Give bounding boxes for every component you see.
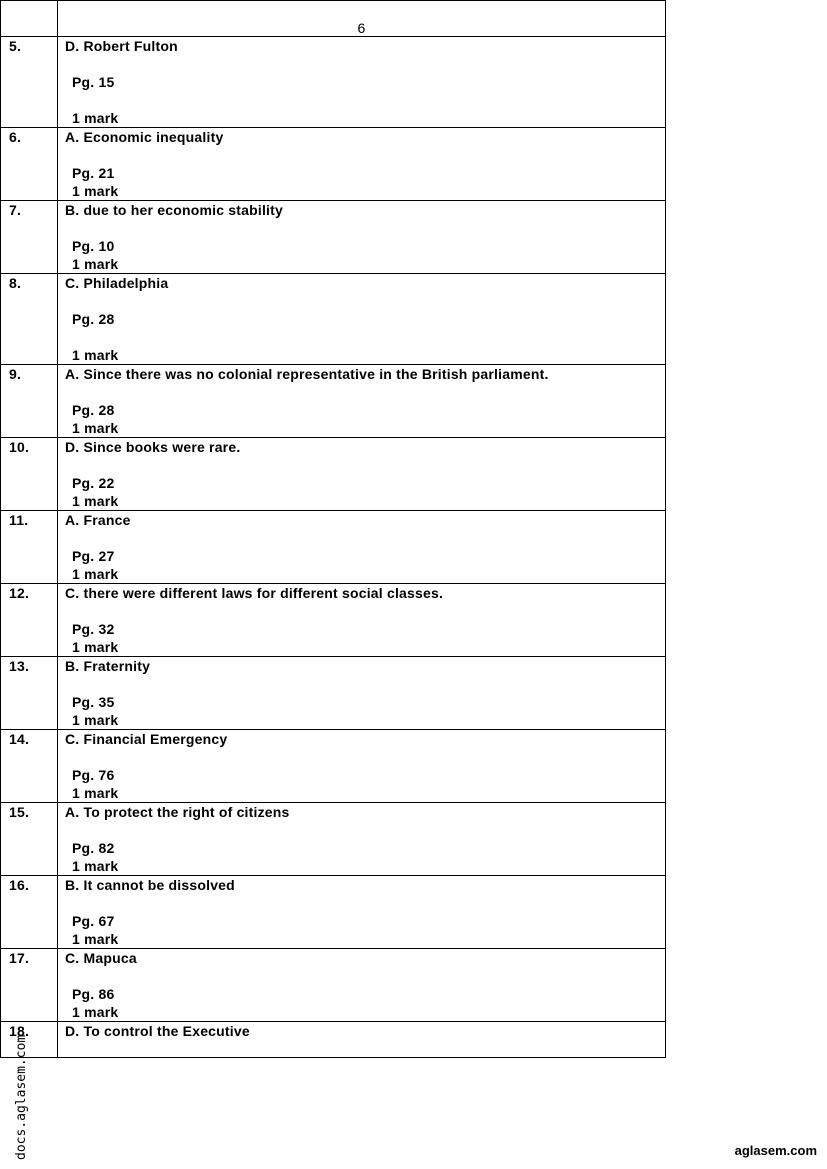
answer-cell [58, 128, 666, 201]
question-number-cell [1, 201, 58, 274]
marks-text: 1 mark [72, 110, 119, 126]
spacer [65, 529, 665, 547]
spacer [65, 602, 665, 620]
marks-text: 1 mark [72, 347, 119, 363]
question-number: 6. [9, 129, 22, 145]
question-number: 13. [9, 658, 30, 674]
marks-text: 1 mark [72, 493, 119, 509]
marks-text: 1 mark [72, 1004, 119, 1020]
marks-text: 1 mark [72, 785, 119, 801]
question-number: 18. [9, 1023, 30, 1039]
marks-text: 1 mark [72, 931, 119, 947]
table-row [1, 438, 666, 511]
question-number-cell [1, 730, 58, 803]
answer-cell [58, 438, 666, 511]
page-reference: Pg. 28 [72, 311, 115, 327]
corner-watermark: aglasem.com [734, 1143, 817, 1158]
table-row [1, 730, 666, 803]
marks-text: 1 mark [72, 420, 119, 436]
table-row [1, 584, 666, 657]
question-number-cell [1, 949, 58, 1022]
answer-text: A. Economic inequality [65, 129, 224, 145]
answer-cell [58, 730, 666, 803]
table-row [1, 511, 666, 584]
spacer [65, 894, 665, 912]
question-number-cell [1, 274, 58, 365]
side-watermark: docs.aglasem.com [14, 1034, 29, 1160]
question-number-cell [1, 803, 58, 876]
answer-cell [58, 584, 666, 657]
question-number: 5. [9, 38, 22, 54]
question-number-cell [1, 365, 58, 438]
marks-text: 1 mark [72, 183, 119, 199]
question-number: 9. [9, 366, 22, 382]
page-reference: Pg. 32 [72, 621, 115, 637]
page-reference: Pg. 27 [72, 548, 115, 564]
marks-text: 1 mark [72, 256, 119, 272]
answer-text: D. To control the Executive [65, 1023, 250, 1039]
page-reference: Pg. 15 [72, 74, 115, 90]
question-number: 7. [9, 202, 22, 218]
table-row [1, 803, 666, 876]
table-row [1, 201, 666, 274]
answer-cell [58, 657, 666, 730]
page-reference: Pg. 10 [72, 238, 115, 254]
answer-text: B. due to her economic stability [65, 202, 283, 218]
spacer [65, 292, 665, 310]
question-number: 8. [9, 275, 22, 291]
page-reference: Pg. 28 [72, 402, 115, 418]
question-number-cell [1, 128, 58, 201]
table-row [1, 37, 666, 128]
answer-text: D. Since books were rare. [65, 439, 241, 455]
page-reference: Pg. 22 [72, 475, 115, 491]
page-reference: Pg. 86 [72, 986, 115, 1002]
spacer [65, 821, 665, 839]
spacer [65, 91, 665, 109]
answer-text: A. Since there was no colonial representative in the British parliament. [65, 366, 549, 382]
question-number-cell [1, 37, 58, 128]
spacer [65, 748, 665, 766]
page-reference: Pg. 35 [72, 694, 115, 710]
answer-text: A. To protect the right of citizens [65, 804, 290, 820]
question-number-cell [1, 1022, 58, 1058]
question-number: 10. [9, 439, 30, 455]
spacer [65, 219, 665, 237]
page-reference: Pg. 82 [72, 840, 115, 856]
answer-text: C. Mapuca [65, 950, 137, 966]
header-empty-cell [1, 1, 58, 37]
marks-text: 1 mark [72, 858, 119, 874]
spacer [65, 146, 665, 164]
table-row [1, 274, 666, 365]
answer-cell [58, 876, 666, 949]
answer-cell [58, 274, 666, 365]
spacer [65, 456, 665, 474]
question-number-cell [1, 438, 58, 511]
answer-cell [58, 1022, 666, 1058]
header-row [1, 1, 666, 37]
question-number-cell [1, 876, 58, 949]
answer-text: B. Fraternity [65, 658, 151, 674]
table-row [1, 128, 666, 201]
answer-text: D. Robert Fulton [65, 38, 178, 54]
table-row [1, 1022, 666, 1058]
spacer [65, 675, 665, 693]
answer-cell [58, 803, 666, 876]
spacer [65, 383, 665, 401]
answer-cell [58, 37, 666, 128]
question-number-cell [1, 511, 58, 584]
page-reference: Pg. 21 [72, 165, 115, 181]
marks-text: 1 mark [72, 639, 119, 655]
answer-cell [58, 365, 666, 438]
answer-text: A. France [65, 512, 131, 528]
page-number: 6 [357, 20, 366, 36]
answer-cell [58, 201, 666, 274]
answer-text: B. It cannot be dissolved [65, 877, 235, 893]
marks-text: 1 mark [72, 566, 119, 582]
table-row [1, 657, 666, 730]
answer-text: C. Philadelphia [65, 275, 169, 291]
page-reference: Pg. 67 [72, 913, 115, 929]
question-number: 16. [9, 877, 30, 893]
question-number-cell [1, 657, 58, 730]
spacer [65, 328, 665, 346]
spacer [65, 967, 665, 985]
question-number: 14. [9, 731, 30, 747]
question-number-cell [1, 584, 58, 657]
answer-cell [58, 949, 666, 1022]
question-number: 17. [9, 950, 30, 966]
table-row [1, 365, 666, 438]
question-number: 12. [9, 585, 30, 601]
table-row [1, 949, 666, 1022]
question-number: 15. [9, 804, 30, 820]
answer-cell [58, 511, 666, 584]
spacer [65, 55, 665, 73]
answer-text: C. there were different laws for different social classes. [65, 585, 444, 601]
answer-text: C. Financial Emergency [65, 731, 228, 747]
page-reference: Pg. 76 [72, 767, 115, 783]
marks-text: 1 mark [72, 712, 119, 728]
question-number: 11. [9, 512, 29, 528]
table-row [1, 876, 666, 949]
page-number-cell [58, 1, 666, 37]
